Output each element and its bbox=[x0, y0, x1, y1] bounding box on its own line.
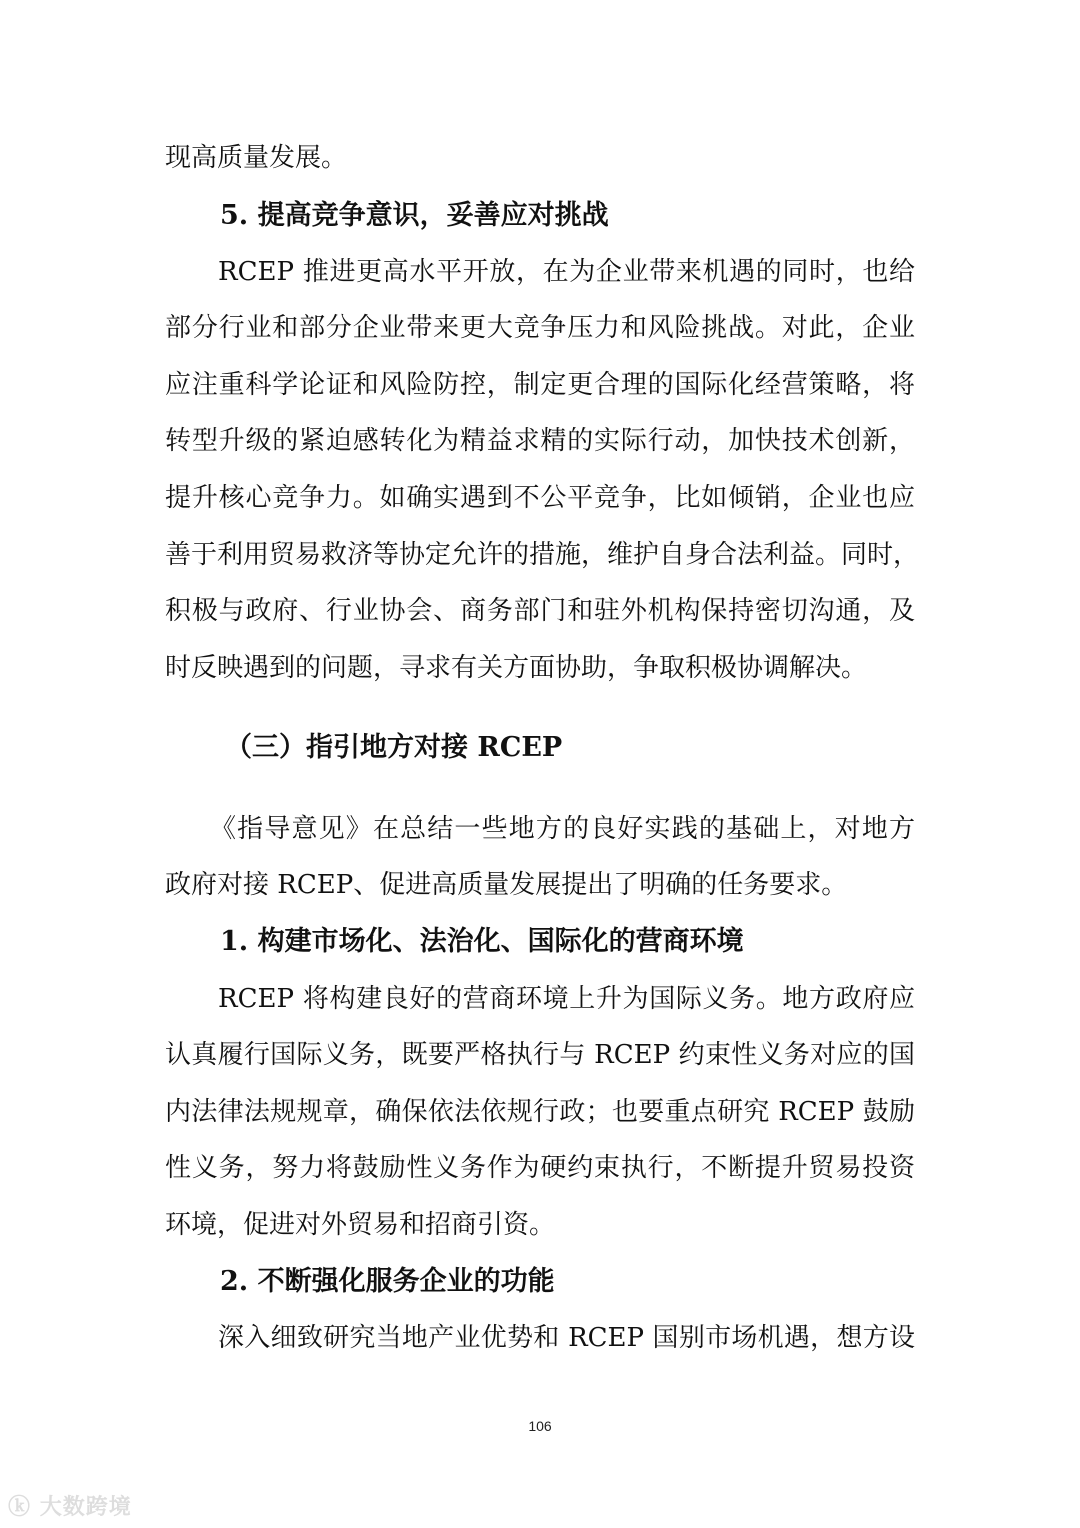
paragraph-line: 深入细致研究当地产业优势和 RCEP 国别市场机遇，想方设 bbox=[218, 1323, 915, 1353]
paragraph-line: 提升核心竞争力。如确实遇到不公平竞争，比如倾销，企业也应 bbox=[165, 483, 915, 513]
paragraph-line: 内法律法规规章，确保依法依规行政；也要重点研究 RCEP 鼓励 bbox=[165, 1097, 915, 1127]
paragraph-line: RCEP 将构建良好的营商环境上升为国际义务。地方政府应 bbox=[218, 984, 915, 1014]
paragraph-line: 性义务，努力将鼓励性义务作为硬约束执行，不断提升贸易投资 bbox=[165, 1153, 915, 1183]
paragraph-line: RCEP 推进更高水平开放，在为企业带来机遇的同时，也给 bbox=[218, 257, 915, 287]
page-number: 106 bbox=[528, 1418, 552, 1434]
paragraph-line: 现高质量发展。 bbox=[165, 143, 348, 173]
paragraph-line: 政府对接 RCEP、促进高质量发展提出了明确的任务要求。 bbox=[165, 870, 848, 900]
paragraph-line: 应注重科学论证和风险防控，制定更合理的国际化经营策略，将 bbox=[165, 370, 915, 400]
paragraph-line: 善于利用贸易救济等协定允许的措施，维护自身合法利益。同时， bbox=[165, 540, 920, 570]
paragraph-line: 认真履行国际义务，既要严格执行与 RCEP 约束性义务对应的国 bbox=[165, 1040, 915, 1070]
watermark-text: 大数跨境 bbox=[39, 1495, 132, 1520]
paragraph-line: 转型升级的紧迫感转化为精益求精的实际行动，加快技术创新， bbox=[165, 426, 915, 456]
paragraph-line: 部分行业和部分企业带来更大竞争压力和风险挑战。对此，企业 bbox=[165, 313, 915, 343]
paragraph-line: 《指导意见》在总结一些地方的良好实践的基础上，对地方 bbox=[210, 814, 915, 844]
section-heading: 2. 不断强化服务企业的功能 bbox=[220, 1266, 555, 1297]
chapter-heading: （三）指引地方对接 RCEP bbox=[225, 732, 563, 763]
watermark-icon: ⓚ bbox=[8, 1495, 32, 1520]
section-heading: 1. 构建市场化、法治化、国际化的营商环境 bbox=[220, 926, 744, 957]
section-heading: 5. 提高竞争意识，妥善应对挑战 bbox=[220, 200, 609, 231]
paragraph-line: 积极与政府、行业协会、商务部门和驻外机构保持密切沟通，及 bbox=[165, 596, 915, 626]
paragraph-line: 环境，促进对外贸易和招商引资。 bbox=[165, 1210, 556, 1240]
paragraph-line: 时反映遇到的问题，寻求有关方面协助，争取积极协调解决。 bbox=[165, 653, 868, 683]
watermark-logo bbox=[8, 1490, 132, 1521]
